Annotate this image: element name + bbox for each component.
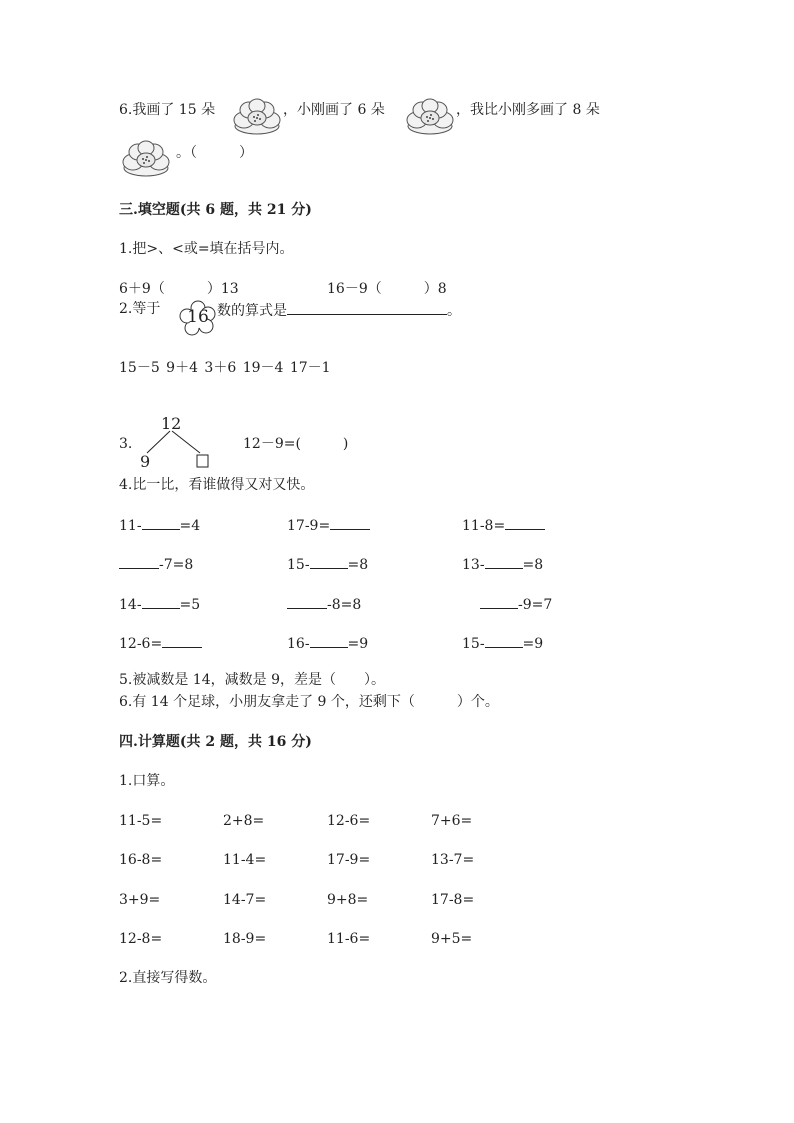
flower-number-icon — [179, 300, 217, 338]
q4-item: -9=7 — [480, 596, 552, 612]
calc-item: 9+8= — [327, 892, 369, 908]
s3-q2-answer-blank[interactable] — [287, 302, 447, 315]
calc-item: 2+8= — [223, 813, 265, 829]
q4-item: 12-6= — [119, 635, 202, 651]
s3-q1-prompt: 1.把>、<或=填在括号内。 — [119, 241, 294, 257]
q4-item: -7=8 — [119, 556, 193, 572]
section4-title: 四.计算题(共 2 题，共 16 分) — [119, 734, 312, 750]
q4-item: 15- =9 — [462, 636, 544, 652]
answer-blank[interactable] — [480, 596, 518, 609]
flower-number: 16 — [187, 307, 209, 327]
calc-item: 11-5= — [119, 813, 163, 829]
s3-q3-equation[interactable]: 12－9=( ) — [243, 436, 349, 452]
flower-icon — [121, 138, 171, 178]
judge-q6-part1: 6.我画了 15 朵 — [119, 102, 216, 118]
flower-icon — [405, 96, 455, 136]
calc-item: 11-6= — [327, 931, 371, 947]
answer-blank[interactable] — [310, 556, 348, 569]
s3-q2-prefix: 2.等于 — [119, 301, 161, 317]
q4-item: 13- =8 — [462, 557, 544, 573]
answer-blank[interactable] — [485, 635, 523, 648]
section3-title: 三.填空题(共 6 题，共 21 分) — [119, 202, 312, 218]
calc-item: 12-8= — [119, 931, 163, 947]
calc-item: 11-4= — [223, 852, 267, 868]
answer-blank[interactable] — [119, 556, 159, 569]
s4-q2-prompt: 2.直接写得数。 — [119, 970, 217, 986]
number-tree-lines — [140, 428, 210, 472]
answer-blank[interactable] — [330, 517, 370, 530]
s3-q1-right[interactable]: 16－9（ ）8 — [327, 281, 447, 297]
answer-blank[interactable] — [142, 517, 180, 530]
judge-q6-part4[interactable]: 。（ ） — [176, 145, 253, 161]
q4-item: 11-8= — [462, 517, 545, 533]
answer-blank[interactable] — [505, 517, 545, 530]
s3-q2-suffix: 数的算式是 — [217, 303, 287, 319]
q4-item: 11- =4 — [119, 518, 201, 534]
q4-item: 16- =9 — [287, 636, 369, 652]
answer-blank[interactable] — [287, 596, 327, 609]
calc-item: 9+5= — [431, 931, 473, 947]
s3-q4-prompt: 4.比一比，看谁做得又对又快。 — [119, 477, 315, 493]
calc-item: 18-9= — [223, 931, 267, 947]
s3-q1-left[interactable]: 6＋9（ ）13 — [119, 281, 239, 297]
s3-q3-label: 3. — [119, 436, 133, 452]
calc-item: 12-6= — [327, 813, 371, 829]
calc-item: 17-9= — [327, 852, 371, 868]
s3-q6[interactable]: 6.有 14 个足球，小朋友拿走了 9 个，还剩下（ ）个。 — [119, 694, 499, 710]
s4-q1-prompt: 1.口算。 — [119, 773, 175, 789]
answer-blank[interactable] — [310, 635, 348, 648]
calc-item: 14-7= — [223, 892, 267, 908]
s3-q2-end: 。 — [447, 303, 461, 319]
q4-item: -8=8 — [287, 596, 361, 612]
judge-q6-part2: ，小刚画了 6 朵 — [283, 102, 385, 118]
judge-q6-part3: ，我比小刚多画了 8 朵 — [456, 102, 600, 118]
tree-top-number: 12 — [161, 414, 182, 433]
s3-q5[interactable]: 5.被减数是 14，减数是 9，差是（ ）。 — [119, 672, 385, 688]
answer-blank[interactable] — [485, 556, 523, 569]
answer-blank[interactable] — [162, 635, 202, 648]
q4-item: 14- =5 — [119, 597, 201, 613]
calc-item: 16-8= — [119, 852, 163, 868]
s3-q2-line — [217, 302, 461, 318]
calc-item: 3+9= — [119, 892, 161, 908]
calc-item: 7+6= — [431, 813, 473, 829]
s3-q2-options: 15－5 9＋4 3＋6 19－4 17－1 — [119, 360, 331, 376]
q4-item: 17-9= — [287, 517, 370, 533]
q4-item: 15- =8 — [287, 557, 369, 573]
calc-item: 13-7= — [431, 852, 475, 868]
calc-item: 17-8= — [431, 892, 475, 908]
answer-blank[interactable] — [142, 596, 180, 609]
flower-icon — [232, 96, 282, 136]
tree-left-number: 9 — [140, 452, 151, 471]
